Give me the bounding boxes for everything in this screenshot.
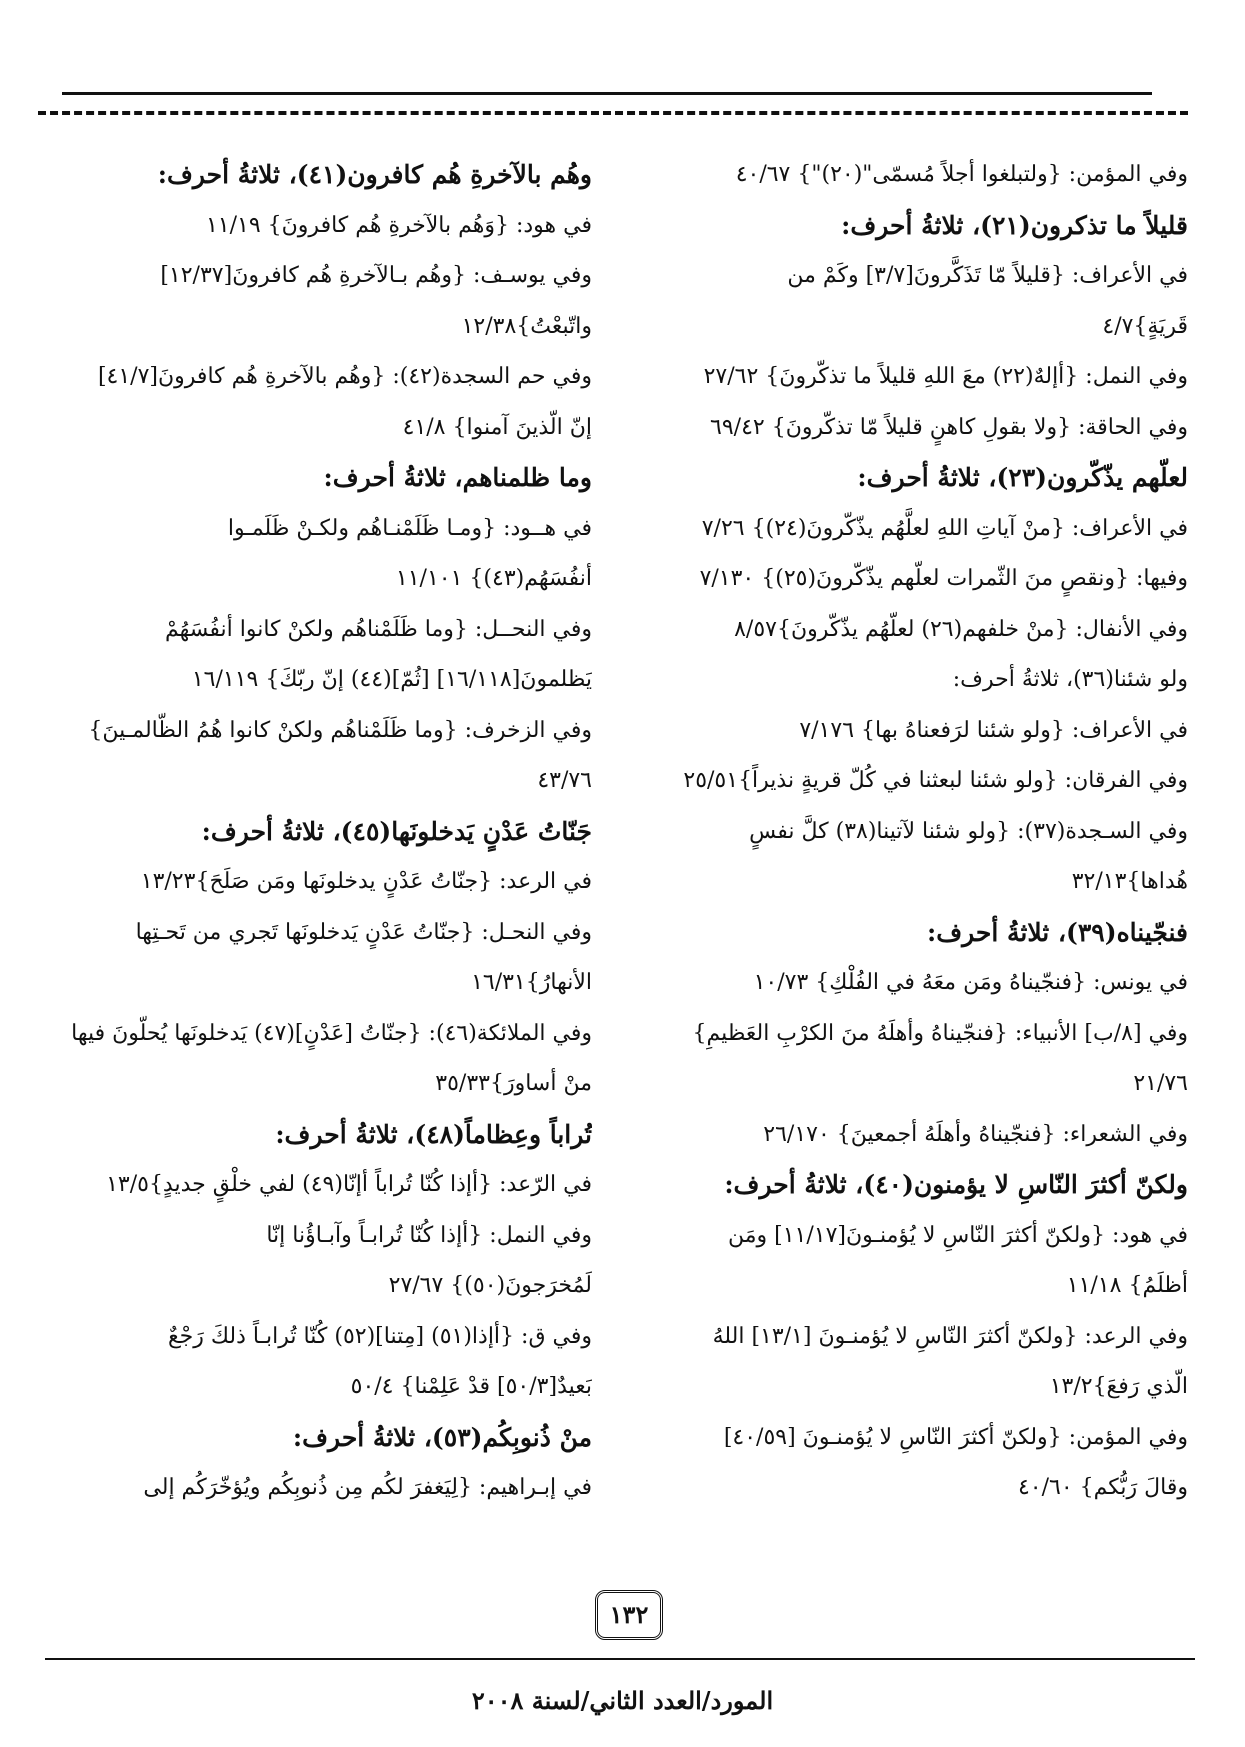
text-line: في الرعد: {جنّاتُ عَدْنٍ يدخلونَها ومَن صَلَحَ}١٣/٢٣ xyxy=(140,869,592,894)
section-heading: تُراباً وعِظاماً(٤٨)، ثلاثةُ أحرف: xyxy=(275,1119,592,1149)
text-line: في الأعراف: {ولو شئنا لرَفعناهُ بها} ٧/١٧٦ xyxy=(799,717,1188,743)
text-line: في الأعراف: {منْ آياتِ اللهِ لعلَّهُم يذّكّرونَ(٢٤)} ٧/٢٦ xyxy=(701,515,1188,541)
text-line: وفي الملائكة(٤٦): {جنّاتُ [عَدْنٍ](٤٧) يَدخلونَها يُحلّونَ فيها xyxy=(71,1020,592,1046)
text-line: وفي الرعد: {ولكنّ أكثرَ النّاسِ لا يُؤمنـونَ [١٣/١] اللهُ xyxy=(712,1323,1188,1349)
text-line: واتّبعْتُ}١٢/٣٨ xyxy=(461,313,592,339)
header-dashed-rule xyxy=(38,111,1188,115)
section-heading: ولكنّ أكثرَ النّاسِ لا يؤمنون(٤٠)، ثلاثةُ أحرف: xyxy=(724,1170,1188,1199)
text-line: في يونس: {فنجّيناهُ ومَن معَهُ في الفُلْكِ} ١٠/٧٣ xyxy=(753,970,1188,995)
text-line: وفي الفرقان: {ولو شئنا لبعثنا في كُلّ قريةٍ نذيراً}٢٥/٥١ xyxy=(683,768,1188,793)
text-line: وفي الأنفال: {منْ خلفهم(٢٦) لعلّهُم يذّكّرونَ}٨/٥٧ xyxy=(734,616,1188,642)
text-line: وفي [٨/ب] الأنبياء: {فنجّيناهُ وأهلَهُ منَ الكرْبِ العَظيمِ} xyxy=(692,1020,1188,1046)
text-line: هُداها}٣٢/١٣ xyxy=(1071,869,1188,894)
text-line: وفي الشعراء: {فنجّيناهُ وأهلَهُ أجمعينَ} ٢٦/١٧٠ xyxy=(763,1121,1188,1147)
section-heading: منْ ذُنوبِكُم(٥٣)، ثلاثةُ أحرف: xyxy=(292,1422,592,1452)
text-line: وفي النحـل: {جنّاتُ عَدْنٍ يَدخلونَها تَجري من تَحـتِها xyxy=(135,919,592,945)
text-line: ولو شئنا(٣٦)، ثلاثةُ أحرف: xyxy=(952,667,1188,692)
right-column xyxy=(648,150,1188,1514)
text-line: لَمُخرَجونَ(٥٠)} ٢٧/٦٧ xyxy=(388,1273,592,1298)
text-line: وفي النحــل: {وما ظَلَمْناهُم ولكنْ كانوا أنفُسَهُمْ xyxy=(164,616,592,642)
section-heading: جَنّاتُ عَدْنٍ يَدخلونَها(٤٥)، ثلاثةُ أحرف: xyxy=(201,816,592,846)
text-line: وفي حم السجدة(٤٢): {وهُم بالآخرةِ هُم كافرونَ[٤١/٧] xyxy=(97,364,592,389)
text-line: وفيها: {ونقصٍ منَ الثّمرات لعلّهم يذّكّرونَ(٢٥)} ٧/١٣٠ xyxy=(699,566,1188,591)
footer-rule xyxy=(45,1658,1195,1660)
text-line: الّذي رَفعَ}١٣/٢ xyxy=(1049,1374,1188,1399)
text-line: وفي السـجدة(٣٧): {ولو شئنا لآتينا(٣٨) كلَّ نفسٍ xyxy=(749,818,1188,844)
section-heading: قليلاً ما تذكرون(٢١)، ثلاثةُ أحرف: xyxy=(841,210,1188,240)
text-line: يَظلمونَ[١٦/١١٨] [ثُمّ](٤٤) إنّ ربّكَ} ١٦/١١٩ xyxy=(191,667,592,692)
text-line: أظلَمُ} ١١/١٨ xyxy=(1066,1273,1188,1298)
text-line: وفي يوسـف: {وهُم بـالآخرةِ هُم كافرونَ[١٢/٣٧] xyxy=(160,263,592,288)
text-line: في إبـراهيم: {لِيَغفرَ لكُم مِن ذُنوبِكُم ويُؤخّرَكُم إلى xyxy=(143,1475,592,1500)
text-line: ٢١/٧٦ xyxy=(1133,1071,1188,1096)
text-line: وقالَ رَبُّكم} ٤٠/٦٠ xyxy=(1017,1475,1188,1500)
text-line: الأنهارُ}١٦/٣١ xyxy=(471,970,592,995)
section-heading: فنجّيناه(٣٩)، ثلاثةُ أحرف: xyxy=(926,917,1188,947)
text-line: وفي النمل: {أإذا كُنّا تُرابـاً وآبـاؤُنا إنّا xyxy=(266,1222,592,1248)
journal-footer: المورد/العدد الثاني/لسنة ٢٠٠٨ xyxy=(471,1686,774,1715)
text-line: ٤٣/٧٦ xyxy=(537,768,592,793)
text-line: بَعيدٌ[٥٠/٣] قدْ عَلِمْنا} ٥٠/٤ xyxy=(350,1374,592,1399)
text-line: إنّ الّذينَ آمنوا} ٤١/٨ xyxy=(402,414,592,440)
page-number: ١٣٢ xyxy=(595,1590,663,1640)
section-heading: وما ظلمناهم، ثلاثةُ أحرف: xyxy=(323,463,592,492)
text-line: في الأعراف: {قليلاً مّا تَذَكَّرونَ[٣/٧] وكَمْ من xyxy=(787,263,1188,288)
text-line: وفي المؤمن: {ولكنّ أكثرَ النّاسِ لا يُؤمنـونَ [٤٠/٥٩] xyxy=(723,1424,1188,1450)
text-line: في هود: {وَهُم بالآخرةِ هُم كافرونَ} ١١/١٩ xyxy=(205,212,592,238)
left-column xyxy=(52,150,592,1514)
text-line: قَريَةٍ}٤/٧ xyxy=(1102,313,1188,339)
section-heading: لعلّهم يذّكّرون(٢٣)، ثلاثةُ أحرف: xyxy=(857,463,1188,492)
text-line: منْ أساورَ}٣٥/٣٣ xyxy=(435,1071,592,1096)
text-line: أنفُسَهُم(٤٣)} ١١/١٠١ xyxy=(395,566,592,591)
text-line: وفي الزخرف: {وما ظَلَمْناهُم ولكنْ كانوا هُمُ الظّالمـينَ} xyxy=(88,717,592,743)
text-line: وفي النمل: {أإلهٌ(٢٢) معَ اللهِ قليلاً ما تذكّرونَ} ٢٧/٦٢ xyxy=(703,364,1188,389)
text-line: وفي المؤمن: {ولتبلغوا أجلاً مُسمّى"(٢٠)"} ٤٠/٦٧ xyxy=(735,162,1188,187)
header-rule xyxy=(62,92,1152,95)
text-columns xyxy=(38,150,1188,1590)
text-line: في الرّعد: {أإذا كُنّا تُراباً أإنّا(٤٩) لفي خلْقٍ جديدٍ}١٣/٥ xyxy=(106,1172,592,1197)
text-line: في هود: {ولكنّ أكثرَ النّاسِ لا يُؤمنـونَ[١١/١٧] ومَن xyxy=(727,1222,1188,1248)
text-line: في هــود: {ومـا ظَلَمْنـاهُم ولكـنْ ظَلَمـوا xyxy=(227,515,592,541)
text-line: وفي الحاقة: {ولا بقولِ كاهنٍ قليلاً مّا تذكّرونَ} ٦٩/٤٢ xyxy=(710,414,1188,440)
text-line: وفي ق: {أإذا(٥١) [مِتنا](٥٢) كُنّا تُرابـاً ذلكَ رَجْعٌ xyxy=(167,1323,592,1349)
section-heading: وهُم بالآخرةِ هُم كافرون(٤١)، ثلاثةُ أحرف: xyxy=(157,160,592,189)
